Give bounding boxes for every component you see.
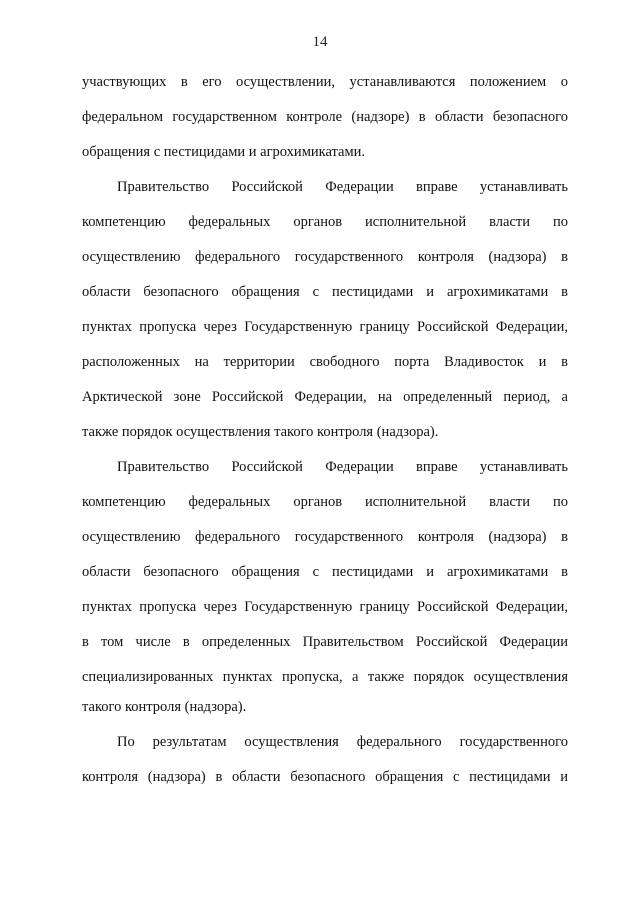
text-line: компетенцию федеральных органов исполнительной власти по bbox=[82, 494, 568, 510]
text-line: компетенцию федеральных органов исполнительной власти по bbox=[82, 214, 568, 230]
text-line: Правительство Российской Федерации вправе устанавливать bbox=[117, 459, 568, 475]
text-line: области безопасного обращения с пестицидами и агрохимикатами в bbox=[82, 284, 568, 300]
text-line: такого контроля (надзора). bbox=[82, 699, 247, 715]
text-line: специализированных пунктах пропуска, а также порядок осуществления bbox=[82, 669, 568, 685]
text-line: федеральном государственном контроле (надзоре) в области безопасного bbox=[82, 109, 568, 125]
text-line: обращения с пестицидами и агрохимикатами. bbox=[82, 144, 366, 160]
text-line: участвующих в его осуществлении, устанавливаются положением о bbox=[82, 74, 568, 90]
text-line: также порядок осуществления такого контроля (надзора). bbox=[82, 424, 439, 440]
page-number: 14 bbox=[312, 34, 328, 50]
text-line: осуществлению федерального государственного контроля (надзора) в bbox=[82, 529, 568, 545]
text-line: области безопасного обращения с пестицидами и агрохимикатами в bbox=[82, 564, 568, 580]
text-line: осуществлению федерального государственного контроля (надзора) в bbox=[82, 249, 568, 265]
text-line: пунктах пропуска через Государственную границу Российской Федерации, bbox=[82, 319, 568, 335]
text-line: пунктах пропуска через Государственную границу Российской Федерации, bbox=[82, 599, 568, 615]
text-line: контроля (надзора) в области безопасного обращения с пестицидами и bbox=[82, 769, 568, 785]
text-line: По результатам осуществления федерального государственного bbox=[117, 734, 568, 750]
text-line: Арктической зоне Российской Федерации, на определенный период, а bbox=[82, 389, 568, 405]
text-line: расположенных на территории свободного порта Владивосток и в bbox=[82, 354, 568, 370]
text-line: Правительство Российской Федерации вправе устанавливать bbox=[117, 179, 568, 195]
text-line: в том числе в определенных Правительством Российской Федерации bbox=[82, 634, 568, 650]
